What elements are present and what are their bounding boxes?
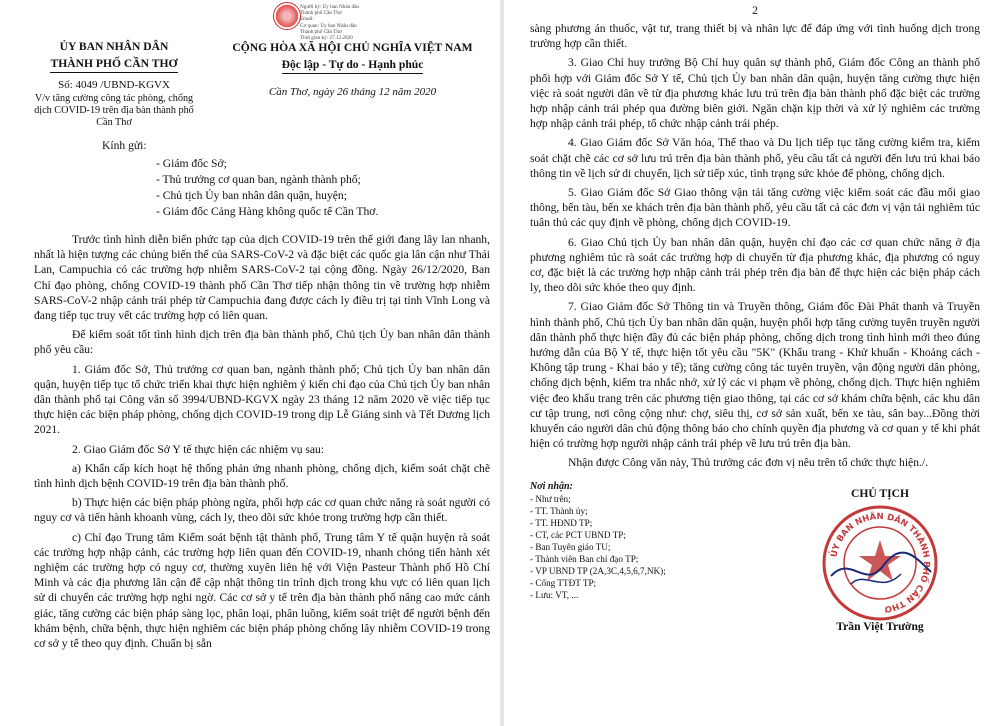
national-emblem-icon <box>273 2 301 30</box>
body-paragraph: Để kiểm soát tốt tình hình dịch trên địa bàn thành phố, Chủ tịch Ủy ban nhân dân thành phố yêu cầu: <box>34 328 490 357</box>
body-paragraph: 7. Giao Giám đốc Sở Thông tin và Truyền thông, Giám đốc Đài Phát thanh và Truyền hình thành phố, Chủ tịch Ủy ban nhân dân quận, huyện phối hợp tăng cường tuyên truyền người dân thành phố thực hiện đầy đủ các biện pháp phòng, chống dịch trong tình hình mới theo đúng hướng dẫn của Bộ Y tế, thực hiện tốt yêu cầu "5K" (Khẩu trang - Khử khuẩn - Khoảng cách - Không tập trung - Khai báo y tế); tăng cường công tác tuyên truyền, vận động người dân phòng, chống dịch bệnh, kiểm tra nhắc nhở, xử lý các vi phạm về phòng, chống dịch. Thực hiện nghiêm việc đeo khẩu trang trên các phương tiện giao thông, tại các cơ sở khám chữa bệnh, các khu dân cư tập trung, nơi công cộng như: chợ, siêu thị, cơ sở sản xuất, bến xe tàu, sân bay...Đồng thời khuyến cáo người dân chủ động thông báo cho chính quyền địa phương và cơ quan y tế khi phát hiện có trường hợp người nhập cảnh trái phép về lưu trú trên địa bàn. <box>530 300 980 451</box>
addressee-item: - Chủ tịch Ủy ban nhân dân quận, huyện; <box>156 189 347 202</box>
body-paragraph: 3. Giao Chỉ huy trưởng Bộ Chỉ huy quân sự thành phố, Giám đốc Công an thành phố phối hợp với Giám đốc Sở Y tế, Chủ tịch Ủy ban nhân dân quận, huyện tăng cường thực hiện việc rà soát người dân về từ địa phương khác lưu trú trên địa bàn thành phố đặc biệt các trường hợp nhập cảnh trái phép qua đường biên giới. Ngăn chặn kịp thời và xử lý nghiêm các trường hợp nhập cảnh trái phép, tổ chức nhập cảnh trái phép. <box>530 56 980 131</box>
body-paragraph: 5. Giao Giám đốc Sở Giao thông vận tải tăng cường việc kiểm soát các đầu mối giao thông, bến tàu, bến xe khách trên địa bàn thành phố, yêu cầu tất cả các đơn vị vận tải nghiêm túc tuân thủ các quy định về phòng, chống dịch COVID-19. <box>530 186 980 230</box>
official-seal-icon <box>821 504 939 622</box>
closing-paragraph: Nhận được Công văn này, Thủ trưởng các đơn vị nêu trên tổ chức thực hiện./. <box>568 456 929 470</box>
addressee-list <box>34 156 490 220</box>
document-number: Số: 4049 /UBND-KGVX <box>58 79 170 91</box>
page-2 <box>504 0 1000 726</box>
addressee-item: - Giám đốc Cảng Hàng không quốc tế Cần Thơ. <box>156 205 379 218</box>
body-paragraph: b) Thực hiện các biện pháp phòng ngừa, phối hợp các cơ quan chức năng rà soát người có nguy cơ và tiến hành khoanh vùng, cách ly, theo dõi sức khỏe trong trường hợp cần thiết. <box>34 496 490 525</box>
distribution-item: - VP UBND TP (2A,3C,4,5,6,7,NK); <box>530 565 666 576</box>
body-paragraph: 6. Giao Chủ tịch Ủy ban nhân dân quận, huyện chỉ đạo các cơ quan chức năng ở địa phương nghiêm túc rà soát các trường hợp di chuyển từ địa phương khác, địa phương có nguy cơ, đặc biệt là các trường hợp nhập cảnh trái phép trên địa bàn để thực hiện các biện pháp cách ly, theo dõi sức khỏe theo quy định. <box>530 235 980 295</box>
body-paragraph: c) Chỉ đạo Trung tâm Kiểm soát bệnh tật thành phố, Trung tâm Y tế quận huyện rà soát các trường hợp nhập cảnh, các trường hợp liên quan đến COVID-19, nhanh chóng tiến hành xét nghiệm các trường hợp có nguy cơ, thường xuyên liên hệ với Viện Pasteur Thành phố Hồ Chí Minh và các địa phương lân cận để cập nhật thông tin trình dịch trong khu vực có liên quan lịch sử di chuyển các trường hợp nghi ngờ. Các cơ sở y tế trên địa bàn thành phố nâng cao mức cảnh giác, tăng cường các biện pháp sàng lọc, phân loại, phân luồng, kiểm soát triệt để người bệnh đến khám bệnh, chữa bệnh, thực hiện nghiêm các biện pháp phòng chống lây nhiễm COVID-19 trong cơ sở y tế theo quy định. Chuẩn bị sẵn <box>34 530 490 651</box>
distribution-item: - CT, các PCT UBND TP; <box>530 529 626 540</box>
distribution-item: - TT. HĐND TP; <box>530 517 593 528</box>
signature-section <box>530 481 980 633</box>
distribution-item: - Cổng TTĐT TP; <box>530 577 597 588</box>
greeting: Kính gửi: <box>102 139 147 152</box>
digital-signature-stamp <box>300 4 450 41</box>
org-name-line2: THÀNH PHỐ CẦN THƠ <box>50 57 177 73</box>
body-paragraph: a) Khẩn cấp kích hoạt hệ thống phản ứng nhanh phòng, chống dịch, kiểm soát chặt chẽ tình hình dịch bệnh COVID-19 trên địa bàn thành phố. <box>34 461 490 491</box>
body-paragraph: sàng phương án thuốc, vật tư, trang thiết bị và nhân lực để đáp ứng với tình huống dịch trong trường hợp cần thiết. <box>530 22 980 51</box>
issue-date: Cần Thơ, ngày 26 tháng 12 năm 2020 <box>268 86 437 98</box>
document-header <box>34 40 490 129</box>
stamp-line: Thành phố Cần Thơ <box>300 28 342 35</box>
distribution-item: - TT. Thành ủy; <box>530 505 588 516</box>
body-paragraph: 1. Giám đốc Sở, Thủ trưởng cơ quan ban, ngành thành phố; Chủ tịch Ủy ban nhân dân quận, huyện tiếp tục tổ chức triển khai thực hiện nghiêm ý kiến chỉ đạo của Chủ tịch Ủy ban nhân dân thành phố tại Công văn số 3994/UBND-KGVX ngày 23 tháng 12 năm 2020 về việc tiếp tục thực hiện các biện pháp phòng, chống dịch COVID-19 trong dịp Lễ Giáng sinh và Tết Dương lịch 2021. <box>34 362 490 437</box>
distribution-item: - Lưu: VT, ... <box>530 589 579 600</box>
document-subject: V/v tăng cường công tác phòng, chống dịch COVID-19 trên địa bàn thành phố Cần Thơ <box>34 93 194 128</box>
national-block <box>215 40 490 129</box>
signer-name: Trần Việt Trường <box>836 619 924 633</box>
page-number: 2 <box>752 4 758 17</box>
distribution-item: - Thành viên Ban chỉ đạo TP; <box>530 553 639 564</box>
issuer-block <box>34 40 194 129</box>
stamp-line: Email: <box>300 16 314 23</box>
distribution-item: - Như trên; <box>530 493 571 504</box>
stamp-line: Người ký: Ủy ban Nhân dân <box>300 4 360 10</box>
stamp-line: Thời gian ký: 27.12.2020 <box>300 35 353 42</box>
body-paragraph: Trước tình hình diễn biến phức tạp của dịch COVID-19 trên thế giới đang lây lan nhanh, nhất là hiện tượng các chủng biến thể của SARS-CoV-2 và đặc biệt các quốc gia lân cận như Thái Lan, Campuchia có các trường hợp nhiễm SARS-CoV-2 tại cộng đồng. Ngày 26/12/2020, Ban Chỉ đạo phòng, chống COVID-19 thành phố Cần Thơ tiếp nhận thông tin về trường hợp nhiễm SARS-CoV-2 nhập cảnh trái phép từ Campuchia đang được cách ly điều trị tại tỉnh Vĩnh Long và đang tiếp tục truy vết các trường hợp có liên quan. <box>34 233 490 323</box>
stamp-line: Thành phố Cần Thơ <box>300 10 342 17</box>
distribution-title: Nơi nhận: <box>530 480 573 492</box>
signer-title: CHỦ TỊCH <box>850 486 910 500</box>
national-title: CỘNG HÒA XÃ HỘI CHỦ NGHĨA VIỆT NAM <box>232 41 473 54</box>
org-name-line1: ỦY BAN NHÂN DÂN <box>59 40 169 53</box>
seal-text: ỦY BAN NHÂN DÂN THÀNH PHỐ CẦN THƠ <box>829 511 932 614</box>
body-paragraph: 4. Giao Giám đốc Sở Văn hóa, Thể thao và Du lịch tiếp tục tăng cường kiểm tra, kiểm soát chặt chẽ các cơ sở lưu trú trên địa bàn thành phố, yêu cầu tất cả người đến lưu trú khai báo thông tin về lịch sử di chuyển, lịch sử tiếp xúc, tình trạng sức khỏe để phòng, chống dịch. <box>530 136 980 180</box>
addressee-item: - Thủ trưởng cơ quan ban, ngành thành phố; <box>156 173 361 186</box>
body-paragraph: 2. Giao Giám đốc Sở Y tế thực hiện các nhiệm vụ sau: <box>72 442 325 456</box>
signer-block <box>780 481 980 633</box>
addressee-item: - Giám đốc Sở; <box>156 157 227 170</box>
distribution-item: - Ban Tuyên giáo TU; <box>530 541 611 552</box>
stamp-line: Cơ quan: Ủy ban Nhân dân <box>300 22 357 29</box>
national-motto: Độc lập - Tự do - Hạnh phúc <box>282 58 424 74</box>
distribution-list <box>530 481 720 633</box>
